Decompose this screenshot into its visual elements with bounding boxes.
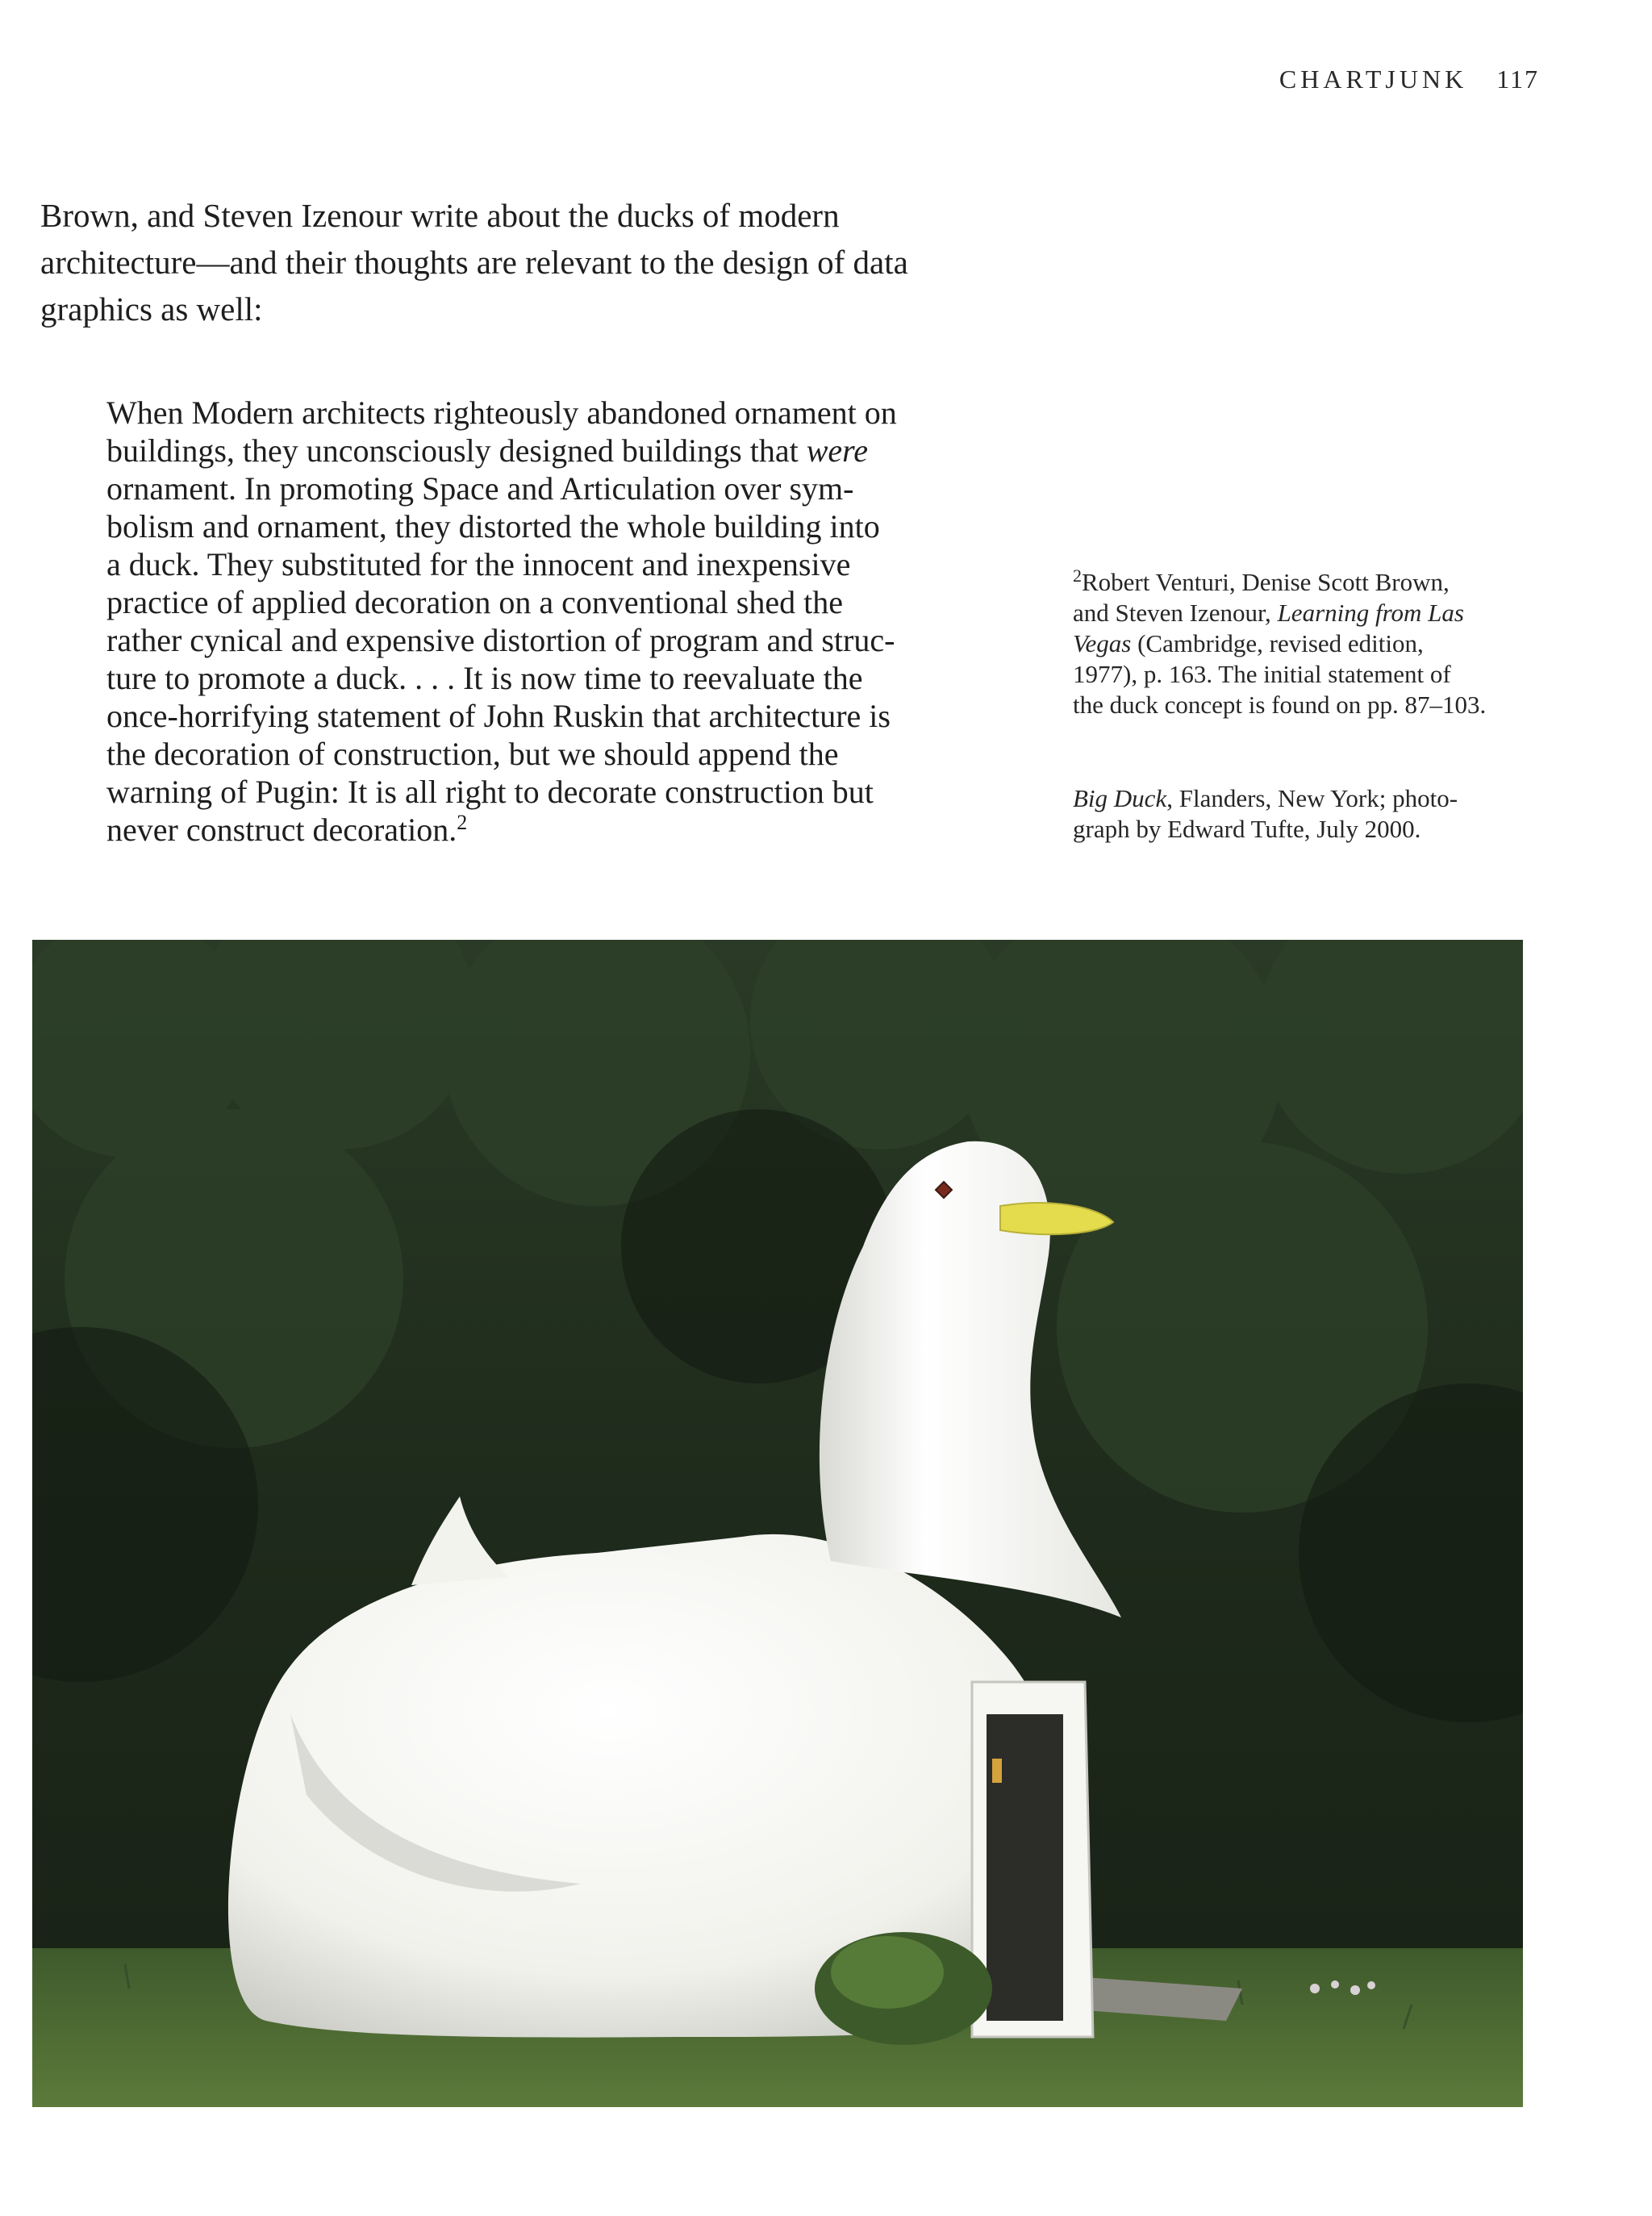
quote-emphasis: were: [806, 432, 868, 469]
intro-paragraph: [40, 192, 992, 332]
quote-line: ture to promote a duck. . . . It is now time to reevaluate the: [106, 660, 863, 696]
caption-title: Big Duck: [1073, 784, 1167, 812]
footnote-line: [1073, 628, 1557, 659]
shrub-highlight: [831, 1936, 944, 2009]
quote-line: ornament. In promoting Space and Articulation over sym-: [106, 470, 854, 507]
caption-line: [1073, 783, 1557, 814]
footnote-line: [1073, 598, 1557, 628]
footnote-line: the duck concept is found on pp. 87–103.: [1073, 691, 1487, 719]
photo-caption: [1073, 783, 1557, 845]
intro-line: Brown, and Steven Izenour write about the ducks of modern: [40, 197, 840, 234]
footnote-line: [1073, 567, 1557, 598]
footnote-text: and Steven Izenour,: [1073, 599, 1278, 627]
quote-line: rather cynical and expensive distortion of program and struc-: [106, 622, 895, 658]
quote-line: practice of applied decoration on a conventional shed the: [106, 584, 843, 620]
quote-line: bolism and ornament, they distorted the whole building into: [106, 508, 880, 545]
footnote-text: Robert Venturi, Denise Scott Brown,: [1082, 568, 1450, 596]
page-number: 117: [1496, 65, 1539, 94]
intro-line: architecture—and their thoughts are relevant to the design of data: [40, 244, 908, 281]
block-quote: [106, 394, 994, 849]
quote-line: a duck. They substituted for the innocent and inexpensive: [106, 546, 851, 582]
intro-line: graphics as well:: [40, 290, 263, 328]
quote-line: [106, 432, 994, 469]
big-duck-photo: [32, 940, 1523, 2107]
section-title: CHARTJUNK: [1279, 65, 1468, 94]
quote-line: the decoration of construction, but we should append the: [106, 736, 839, 772]
quote-line: once-horrifying statement of John Ruskin that architecture is: [106, 698, 891, 734]
quote-line-text: buildings, they unconsciously designed buildings that: [106, 432, 799, 469]
footnote: [1073, 567, 1557, 720]
caption-line: graph by Edward Tufte, July 2000.: [1073, 815, 1421, 843]
quote-line-text: never construct decoration.: [106, 812, 457, 848]
footnote-marker: 2: [1073, 565, 1082, 586]
book-title: Learning from Las: [1277, 599, 1464, 627]
running-head: [1279, 65, 1539, 94]
quote-line: warning of Pugin: It is all right to decorate construction but: [106, 774, 874, 810]
interior-light: [992, 1759, 1002, 1783]
caption-text: , Flanders, New York; photo-: [1166, 784, 1458, 812]
footnote-reference: 2: [457, 811, 468, 834]
footnote-text: (Cambridge, revised edition,: [1131, 629, 1424, 657]
quote-line: When Modern architects righteously abandoned ornament on: [106, 394, 897, 431]
footnote-line: 1977), p. 163. The initial statement of: [1073, 660, 1451, 688]
quote-line: [106, 811, 994, 849]
book-title: Vegas: [1073, 629, 1132, 657]
